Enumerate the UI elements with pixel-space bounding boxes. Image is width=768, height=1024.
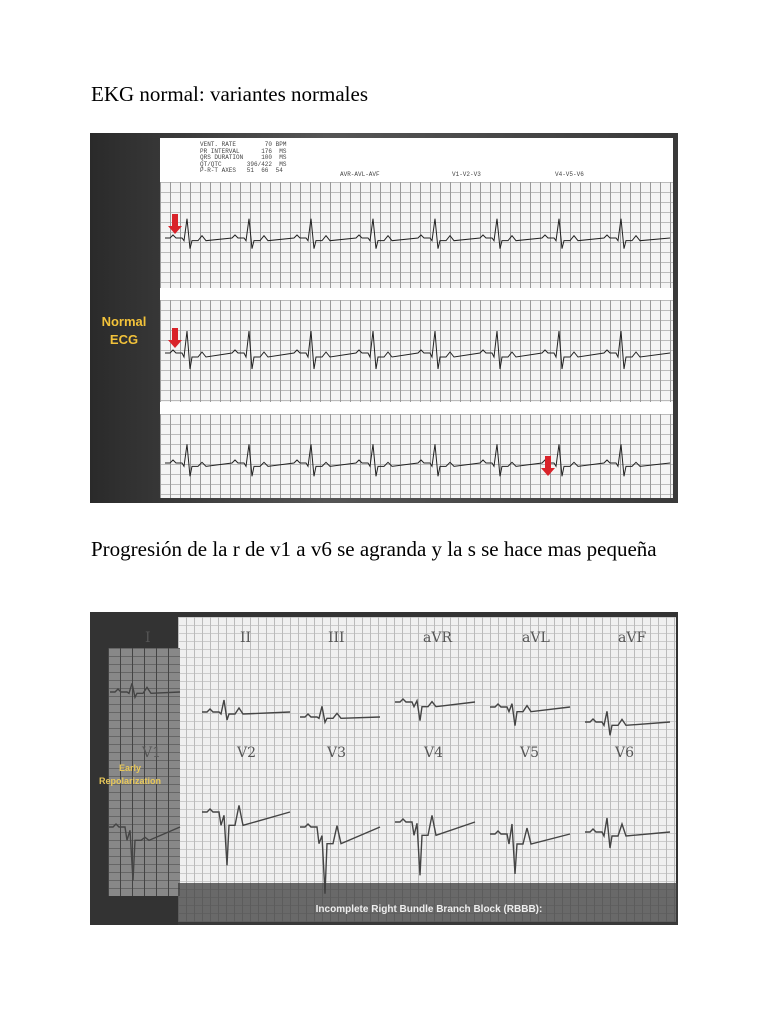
lead-label: aVL <box>522 630 550 646</box>
ecg-trace <box>300 706 380 722</box>
lead-label: II <box>240 630 252 646</box>
rbbb-caption: Incomplete Right Bundle Branch Block (RBBB): <box>315 904 543 915</box>
ecg-trace <box>395 815 475 875</box>
lead-label: V3 <box>327 745 347 761</box>
ecg-trace <box>110 683 180 697</box>
ecg-trace <box>585 711 670 735</box>
ecg-trace <box>585 818 670 848</box>
lead-label: V4 <box>424 745 444 761</box>
lead-group-label: AVR-AVL-AVF <box>340 171 380 178</box>
lead-group-label: V1-V2-V3 <box>452 171 481 178</box>
lead-label: V6 <box>615 745 635 761</box>
ecg-trace <box>165 331 670 369</box>
ecg-trace <box>202 805 290 865</box>
ecg-strip <box>160 138 673 498</box>
red-arrow-icon <box>168 328 182 348</box>
ecg-report: VENT. RATE 70 BPM PR INTERVAL 176 MS QRS DURATION 100 MS QT/QTC 396/422 MS P-R-T AXES 51 66 54 <box>200 141 287 174</box>
red-arrow-icon <box>541 456 555 476</box>
lead-label: V2 <box>237 745 257 761</box>
lead-label: I <box>145 630 151 646</box>
lead-label: V5 <box>520 745 540 761</box>
ecg-trace <box>165 219 670 249</box>
lead-label: V1 <box>142 745 162 761</box>
ecg-trace <box>202 700 290 720</box>
ecg-trace <box>108 824 180 880</box>
heading-progression: Progresión de la r de v1 a v6 se agranda y la s se hace mas pequeña <box>91 537 657 561</box>
ecg-traces <box>90 612 678 925</box>
lead-label: III <box>328 630 345 646</box>
lead-label: aVR <box>423 630 452 646</box>
rbbb-ecg-figure <box>90 612 678 925</box>
lead-label: aVF <box>618 630 647 646</box>
red-arrow-icon <box>168 214 182 234</box>
normal-ecg-label: Normal ECG <box>101 314 147 347</box>
heading-ekg-normal: EKG normal: variantes normales <box>91 82 368 106</box>
ecg-trace <box>395 699 475 721</box>
ecg-traces <box>160 138 673 498</box>
lead-group-label: V4-V5-V6 <box>555 171 584 178</box>
normal-ecg-figure <box>90 133 678 503</box>
ecg-trace <box>490 824 570 874</box>
ecg-trace <box>490 704 570 726</box>
ecg-trace <box>165 444 670 476</box>
early-repolarization-label: Early Repolarization <box>98 763 161 786</box>
